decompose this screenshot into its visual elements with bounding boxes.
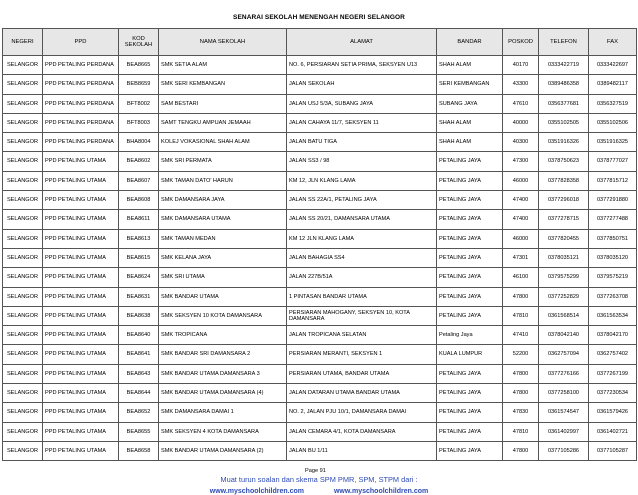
cell-negeri: SELANGOR [3,75,43,94]
table-row [3,75,637,94]
cell-bandar: SERI KEMBANGAN [437,75,503,94]
cell-fax: 0361563534 [589,306,637,325]
cell-telefon: 0377258100 [539,384,589,403]
cell-poskod: 40000 [503,113,539,132]
cell-negeri: SELANGOR [3,171,43,190]
cell-bandar: SHAH ALAM [437,133,503,152]
cell-negeri: SELANGOR [3,422,43,441]
cell-poskod: 47830 [503,403,539,422]
cell-negeri: SELANGOR [3,287,43,306]
cell-ppd: PPD PETALING UTAMA [43,422,119,441]
cell-bandar: PETALING JAYA [437,306,503,325]
cell-telefon: 0361574547 [539,403,589,422]
cell-negeri: SELANGOR [3,268,43,287]
cell-telefon: 0355102505 [539,113,589,132]
cell-fax: 0377105287 [589,441,637,460]
cell-poskod: 40300 [503,133,539,152]
cell-ppd: PPD PETALING PERDANA [43,133,119,152]
cell-poskod: 47800 [503,384,539,403]
cell-poskod: 47300 [503,152,539,171]
cell-negeri: SELANGOR [3,94,43,113]
cell-negeri: SELANGOR [3,210,43,229]
cell-ppd: PPD PETALING UTAMA [43,326,119,345]
cell-ppd: PPD PETALING UTAMA [43,345,119,364]
website-link-2[interactable]: www.myschoolchildren.com [333,488,429,495]
cell-alamat: JALAN SS3 / 98 [287,152,437,171]
cell-poskod: 47301 [503,248,539,267]
table-row [3,94,637,113]
cell-fax: 0377263708 [589,287,637,306]
cell-nama-sekolah: SMK KELANA JAYA [159,248,287,267]
cell-bandar: PETALING JAYA [437,152,503,171]
cell-fax: 0377267199 [589,364,637,383]
cell-kod-sekolah: BEA8631 [119,287,159,306]
cell-nama-sekolah: SMK BANDAR UTAMA DAMANSARA 3 [159,364,287,383]
cell-negeri: SELANGOR [3,364,43,383]
cell-fax: 0377277488 [589,210,637,229]
cell-ppd: PPD PETALING UTAMA [43,210,119,229]
page-number: Page 91 [305,468,326,474]
cell-nama-sekolah: SMK SETIA ALAM [159,56,287,75]
cell-alamat: JALAN SS 22A/1, PETALING JAYA [287,191,437,210]
cell-kod-sekolah: BEA8624 [119,268,159,287]
cell-alamat: JALAN DATARAN UTAMA BANDAR UTAMA [287,384,437,403]
cell-kod-sekolah: BEA8665 [119,56,159,75]
column-header-kod-sekolah: KOD SEKOLAH [119,29,159,56]
cell-fax: 0377850751 [589,229,637,248]
cell-poskod: 47810 [503,422,539,441]
cell-alamat: JALAN TROPICANA SELATAN [287,326,437,345]
cell-nama-sekolah: SMK SEKSYEN 4 KOTA DAMANSARA [159,422,287,441]
cell-negeri: SELANGOR [3,306,43,325]
column-header-poskod: POSKOD [503,29,539,56]
table-row [3,441,637,460]
cell-kod-sekolah: BEA8644 [119,384,159,403]
table-row [3,113,637,132]
cell-nama-sekolah: SMK BANDAR SRI DAMANSARA 2 [159,345,287,364]
column-header-ppd: PPD [43,29,119,56]
cell-telefon: 0377252829 [539,287,589,306]
cell-fax: 0377815712 [589,171,637,190]
cell-bandar: PETALING JAYA [437,287,503,306]
cell-bandar: PETALING JAYA [437,384,503,403]
table-row [3,326,637,345]
cell-bandar: PETALING JAYA [437,364,503,383]
cell-nama-sekolah: SAM BESTARI [159,94,287,113]
cell-nama-sekolah: SMK TAMAN DATO' HARUN [159,171,287,190]
cell-alamat: JALAN BU 1/11 [287,441,437,460]
cell-poskod: 46000 [503,229,539,248]
cell-nama-sekolah: SMK SERI KEMBANGAN [159,75,287,94]
cell-bandar: PETALING JAYA [437,191,503,210]
footer-links [0,488,638,495]
table-row [3,56,637,75]
cell-negeri: SELANGOR [3,56,43,75]
table-header [3,29,637,56]
cell-alamat: JALAN CEMARA 4/1, KOTA DAMANSARA [287,422,437,441]
cell-kod-sekolah: BEA8613 [119,229,159,248]
cell-kod-sekolah: BEA8608 [119,191,159,210]
cell-alamat: KM 12, JLN KLANG LAMA [287,171,437,190]
cell-poskod: 47400 [503,210,539,229]
cell-ppd: PPD PETALING UTAMA [43,441,119,460]
cell-negeri: SELANGOR [3,248,43,267]
cell-alamat: PERSIARAN MERANTI, SEKSYEN 1 [287,345,437,364]
cell-alamat: 1 PINTASAN BANDAR UTAMA [287,287,437,306]
cell-poskod: 47610 [503,94,539,113]
cell-fax: 0378777027 [589,152,637,171]
cell-kod-sekolah: BFT8003 [119,113,159,132]
column-header-fax: FAX [589,29,637,56]
cell-ppd: PPD PETALING UTAMA [43,403,119,422]
table-row [3,171,637,190]
cell-alamat: NO. 2, JALAN PJU 10/1, DAMANSARA DAMAI [287,403,437,422]
cell-telefon: 0378035121 [539,248,589,267]
cell-nama-sekolah: SMK TAMAN MEDAN [159,229,287,248]
cell-ppd: PPD PETALING UTAMA [43,306,119,325]
column-header-negeri: NEGERI [3,29,43,56]
table-row [3,306,637,325]
cell-kod-sekolah: BEA8607 [119,171,159,190]
cell-negeri: SELANGOR [3,229,43,248]
table-row [3,287,637,306]
cell-ppd: PPD PETALING PERDANA [43,113,119,132]
cell-fax: 0362757402 [589,345,637,364]
cell-nama-sekolah: SAMT TENGKU AMPUAN JEMAAH [159,113,287,132]
cell-alamat: JALAN SS 20/21, DAMANSARA UTAMA [287,210,437,229]
cell-fax: 0377230534 [589,384,637,403]
cell-ppd: PPD PETALING UTAMA [43,229,119,248]
cell-fax: 0378035120 [589,248,637,267]
cell-fax: 0389482117 [589,75,637,94]
cell-poskod: 43300 [503,75,539,94]
column-header-bandar: BANDAR [437,29,503,56]
cell-poskod: 47800 [503,441,539,460]
cell-alamat: JALAN CAHAYA 11/7, SEKSYEN 11 [287,113,437,132]
cell-alamat: PERSIARAN MAHOGANY, SEKSYEN 10, KOTA DAMANSARA [287,306,437,325]
cell-telefon: 0377278715 [539,210,589,229]
cell-ppd: PPD PETALING PERDANA [43,75,119,94]
cell-nama-sekolah: SMK DAMANSARA JAYA [159,191,287,210]
cell-bandar: PETALING JAYA [437,171,503,190]
cell-telefon: 0351916326 [539,133,589,152]
cell-ppd: PPD PETALING UTAMA [43,287,119,306]
cell-negeri: SELANGOR [3,113,43,132]
cell-poskod: 47810 [503,306,539,325]
cell-telefon: 0377820455 [539,229,589,248]
cell-telefon: 0377828358 [539,171,589,190]
cell-ppd: PPD PETALING UTAMA [43,152,119,171]
cell-bandar: PETALING JAYA [437,441,503,460]
cell-nama-sekolah: SMK DAMANSARA UTAMA [159,210,287,229]
cell-fax: 0378042170 [589,326,637,345]
cell-telefon: 0377105286 [539,441,589,460]
cell-negeri: SELANGOR [3,133,43,152]
cell-bandar: SHAH ALAM [437,56,503,75]
footer [0,469,638,495]
cell-alamat: PERSIARAN UTAMA, BANDAR UTAMA [287,364,437,383]
cell-kod-sekolah: BEA8640 [119,326,159,345]
cell-telefon: 0356377681 [539,94,589,113]
cell-fax: 0333422697 [589,56,637,75]
cell-alamat: JALAN SEKOLAH [287,75,437,94]
cell-negeri: SELANGOR [3,403,43,422]
cell-bandar: SUBANG JAYA [437,94,503,113]
cell-kod-sekolah: BEA8655 [119,422,159,441]
cell-alamat: JALAN BAHAGIA SS4 [287,248,437,267]
school-table [2,28,637,461]
download-promo-text: Muat turun soalan dan skema SPM PMR, SPM, STPM dari : [220,475,418,484]
cell-kod-sekolah: BEB8659 [119,75,159,94]
cell-alamat: JALAN USJ 5/3A, SUBANG JAYA [287,94,437,113]
cell-bandar: PETALING JAYA [437,229,503,248]
cell-telefon: 0362757094 [539,345,589,364]
cell-poskod: 47400 [503,191,539,210]
cell-telefon: 0377276166 [539,364,589,383]
table-row [3,248,637,267]
cell-nama-sekolah: KOLEJ VOKASIONAL SHAH ALAM [159,133,287,152]
cell-alamat: JALAN BATU TIGA [287,133,437,152]
cell-telefon: 0389486358 [539,75,589,94]
table-row [3,268,637,287]
cell-bandar: PETALING JAYA [437,210,503,229]
cell-nama-sekolah: SMK SRI UTAMA [159,268,287,287]
column-header-telefon: TELEFON [539,29,589,56]
cell-poskod: 52200 [503,345,539,364]
table-row [3,345,637,364]
cell-ppd: PPD PETALING PERDANA [43,56,119,75]
table-body [3,56,637,461]
cell-negeri: SELANGOR [3,384,43,403]
cell-fax: 0361579426 [589,403,637,422]
cell-kod-sekolah: BEA8602 [119,152,159,171]
cell-ppd: PPD PETALING UTAMA [43,384,119,403]
cell-telefon: 0333422719 [539,56,589,75]
cell-poskod: 47410 [503,326,539,345]
table-row [3,364,637,383]
cell-poskod: 40170 [503,56,539,75]
cell-bandar: PETALING JAYA [437,403,503,422]
cell-fax: 0361402721 [589,422,637,441]
cell-kod-sekolah: BFT8002 [119,94,159,113]
cell-alamat: NO. 6, PERSIARAN SETIA PRIMA, SEKSYEN U13 [287,56,437,75]
cell-nama-sekolah: SMK TROPICANA [159,326,287,345]
cell-fax: 0379575219 [589,268,637,287]
cell-negeri: SELANGOR [3,345,43,364]
cell-nama-sekolah: SMK SRI PERMATA [159,152,287,171]
cell-nama-sekolah: SMK BANDAR UTAMA [159,287,287,306]
cell-negeri: SELANGOR [3,152,43,171]
cell-bandar: SHAH ALAM [437,113,503,132]
cell-nama-sekolah: SMK DAMANSARA DAMAI 1 [159,403,287,422]
cell-fax: 0356327519 [589,94,637,113]
cell-bandar: PETALING JAYA [437,422,503,441]
cell-bandar: KUALA LUMPUR [437,345,503,364]
cell-ppd: PPD PETALING UTAMA [43,364,119,383]
cell-alamat: KM 12 JLN KLANG LAMA [287,229,437,248]
cell-poskod: 46000 [503,171,539,190]
header-row [3,29,637,56]
cell-fax: 0355102506 [589,113,637,132]
cell-nama-sekolah: SMK BANDAR UTAMA DAMANSARA (4) [159,384,287,403]
table-row [3,210,637,229]
cell-ppd: PPD PETALING UTAMA [43,191,119,210]
website-link-1[interactable]: www.myschoolchildren.com [209,488,305,495]
cell-poskod: 47800 [503,364,539,383]
cell-ppd: PPD PETALING UTAMA [43,268,119,287]
cell-kod-sekolah: BEA8615 [119,248,159,267]
cell-bandar: PETALING JAYA [437,268,503,287]
cell-telefon: 0361568514 [539,306,589,325]
cell-negeri: SELANGOR [3,191,43,210]
cell-telefon: 0378042140 [539,326,589,345]
cell-ppd: PPD PETALING UTAMA [43,248,119,267]
cell-telefon: 0378750623 [539,152,589,171]
cell-kod-sekolah: BHA8004 [119,133,159,152]
cell-fax: 0351916325 [589,133,637,152]
cell-kod-sekolah: BEA8658 [119,441,159,460]
cell-kod-sekolah: BEA8641 [119,345,159,364]
cell-negeri: SELANGOR [3,326,43,345]
cell-telefon: 0361402997 [539,422,589,441]
column-header-alamat: ALAMAT [287,29,437,56]
cell-nama-sekolah: SMK BANDAR UTAMA DAMANSARA (2) [159,441,287,460]
cell-bandar: PETALING JAYA [437,248,503,267]
cell-kod-sekolah: BEA8611 [119,210,159,229]
cell-telefon: 0379575299 [539,268,589,287]
table-row [3,422,637,441]
cell-kod-sekolah: BEA8643 [119,364,159,383]
table-row [3,229,637,248]
table-row [3,384,637,403]
document-title: SENARAI SEKOLAH MENENGAH NEGERI SELANGOR [233,14,405,21]
cell-ppd: PPD PETALING UTAMA [43,171,119,190]
cell-ppd: PPD PETALING PERDANA [43,94,119,113]
table-row [3,191,637,210]
cell-poskod: 47800 [503,287,539,306]
cell-negeri: SELANGOR [3,441,43,460]
cell-telefon: 0377296018 [539,191,589,210]
cell-kod-sekolah: BEA8638 [119,306,159,325]
cell-kod-sekolah: BEA8652 [119,403,159,422]
table-row [3,133,637,152]
cell-bandar: Petaling Jaya [437,326,503,345]
cell-fax: 0377291880 [589,191,637,210]
cell-alamat: JALAN 227B/51A [287,268,437,287]
cell-nama-sekolah: SMK SEKSYEN 10 KOTA DAMANSARA [159,306,287,325]
table-row [3,152,637,171]
table-row [3,403,637,422]
cell-poskod: 46100 [503,268,539,287]
column-header-nama-sekolah: NAMA SEKOLAH [159,29,287,56]
